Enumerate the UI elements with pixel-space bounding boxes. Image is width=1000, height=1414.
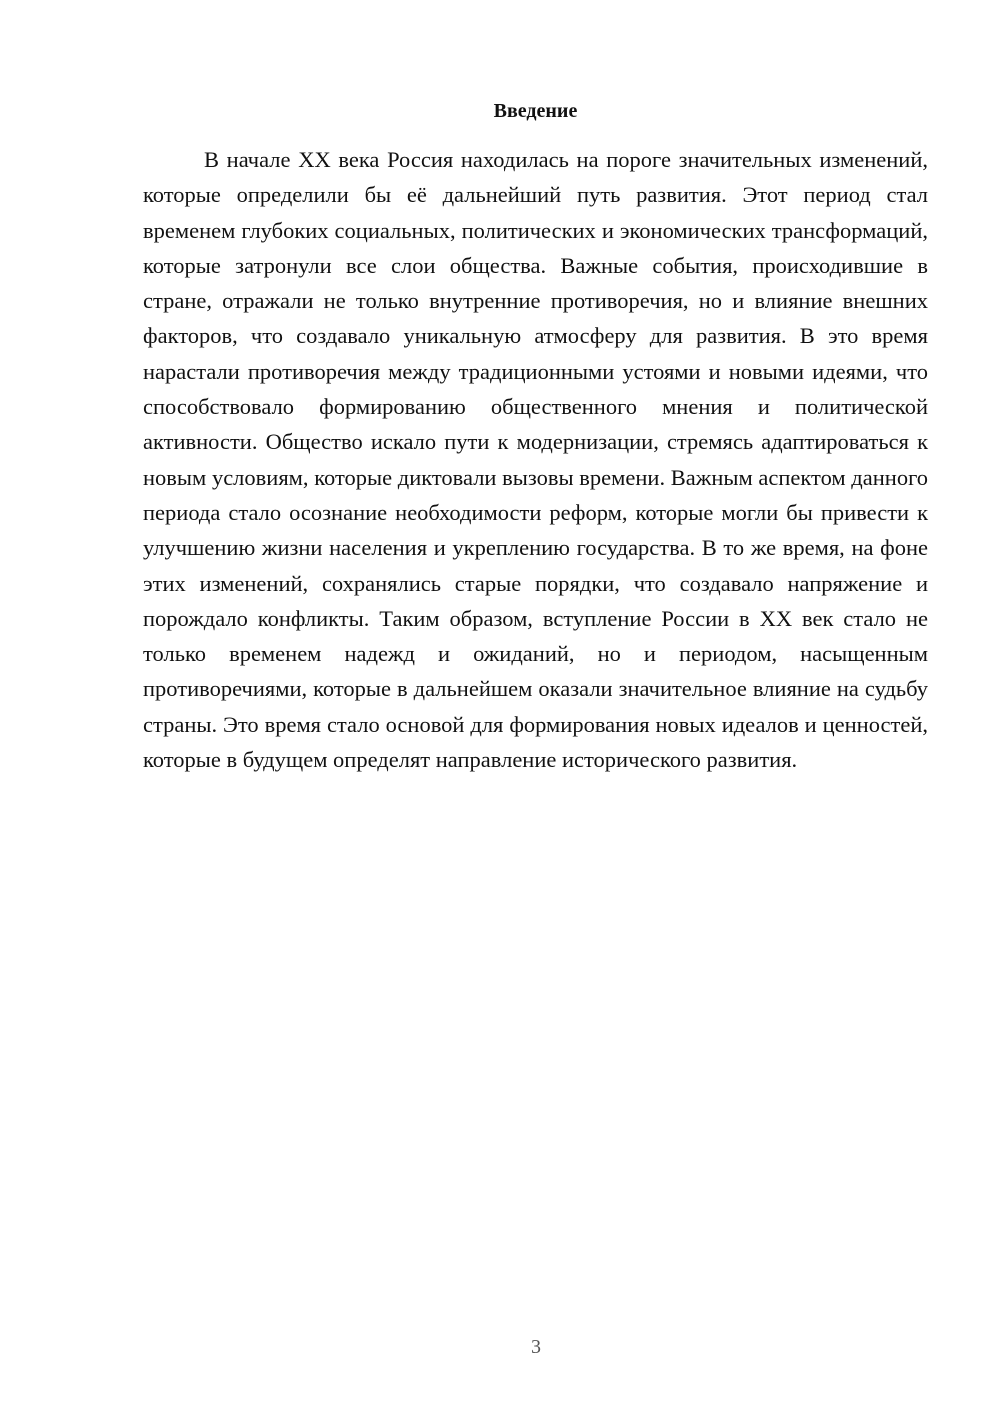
page-number: 3	[531, 1336, 541, 1358]
section-heading: Введение	[493, 100, 578, 122]
body-paragraph: В начале XX века Россия находилась на пороге значительных изменений, которые определили бы её дальнейший путь развития. Этот период стал временем глубоких социальных, политических и экономических трансформаций, которые затронули все слои общества. Важные события, происходившие в стране, отражали не только внутренние противоречия, но и влияние внешних факторов, что создавало уникальную атмосферу для развития. В это время нарастали противоречия между традиционными устоями и новыми идеями, что способствовало формированию общественного мнения и политической активности. Общество искало пути к модернизации, стремясь адаптироваться к новым условиям, которые диктовали вызовы времени. Важным аспектом данного периода стало осознание необходимости реформ, которые могли бы привести к улучшению жизни населения и укреплению государства. В то же время, на фоне этих изменений, сохранялись старые порядки, что создавало напряжение и порождало конфликты. Таким образом, вступление России в XX век стало не только временем надежд и ожиданий, но и периодом, насыщенным противоречиями, которые в дальнейшем оказали значительное влияние на судьбу страны. Это время стало основой для формирования новых идеалов и ценностей, которые в будущем определят направление исторического развития.	[143, 147, 928, 773]
